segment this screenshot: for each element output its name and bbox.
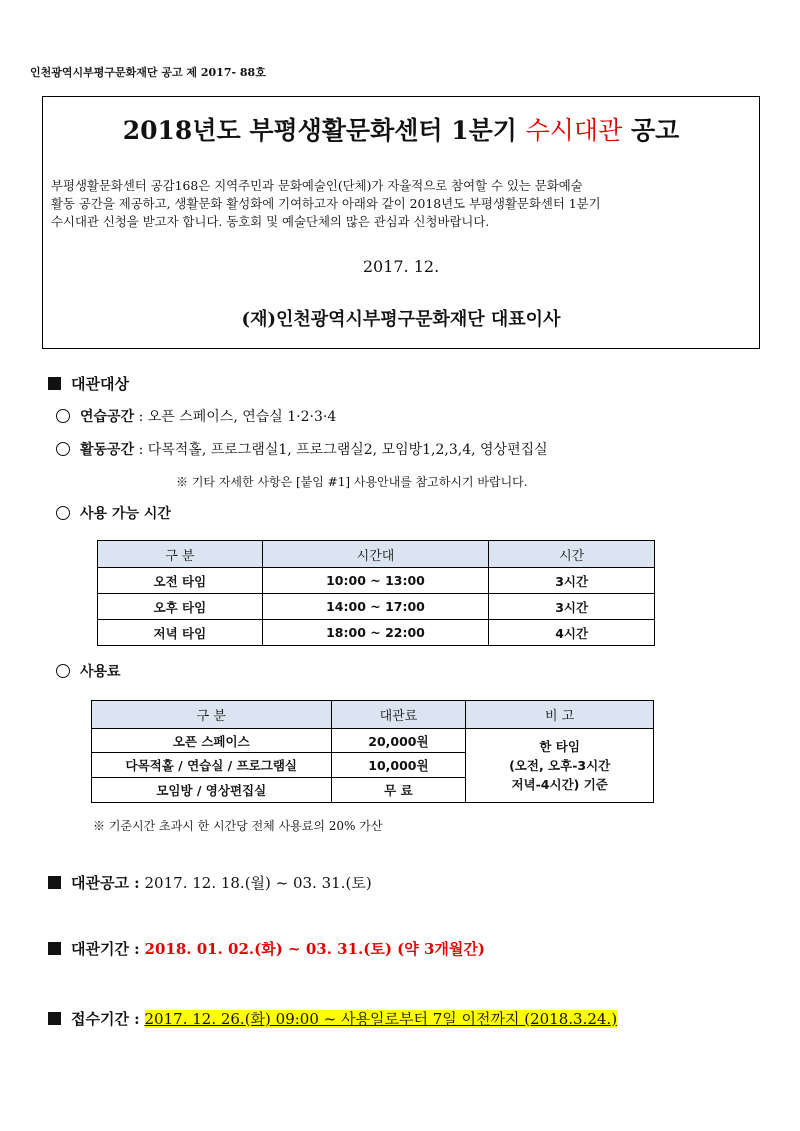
- announcement-value: 2017. 12. 18.(월) ~ 03. 31.(토): [144, 874, 372, 892]
- hours-heading: 사용 가능 시간: [80, 506, 171, 522]
- table-row: [92, 729, 654, 753]
- table-cell: 14:00 ~ 17:00: [262, 594, 489, 620]
- black-square-icon: [48, 377, 61, 390]
- table-cell: 모임방 / 영상편집실: [92, 778, 332, 803]
- table-header-cell: 비 고: [466, 701, 654, 729]
- remark-line: 한 타임: [539, 739, 580, 754]
- table-header-cell: 구 분: [92, 701, 332, 729]
- table-header-row: [92, 701, 654, 729]
- notice-number: 인천광역시부평구문화재단 공고 제 2017- 88호: [30, 66, 266, 79]
- title-main: 2018년도 부평생활문화센터 1분기: [122, 116, 526, 145]
- table-cell: 무 료: [331, 778, 466, 803]
- practice-space-value: : 오픈 스페이스, 연습실 1·2·3·4: [138, 409, 337, 425]
- activity-space-line: [56, 439, 548, 459]
- page-title: [43, 111, 759, 147]
- rental-period-label: 대관기간 :: [71, 940, 140, 958]
- fees-heading-line: [56, 661, 121, 681]
- table-cell: 다목적홀 / 연습실 / 프로그램실: [92, 753, 332, 778]
- announcement-label: 대관공고 :: [71, 874, 140, 892]
- table-cell: 오전 타임: [98, 568, 263, 594]
- table-row: [98, 594, 655, 620]
- announcement-date: 2017. 12.: [362, 257, 440, 276]
- table-cell: 3시간: [489, 594, 655, 620]
- remark-line: (오전, 오후-3시간: [509, 758, 611, 773]
- black-square-icon: [48, 876, 61, 889]
- fees-note: ※ 기준시간 초과시 한 시간당 전체 사용료의 20% 가산: [93, 819, 383, 833]
- table-header-cell: 시간: [489, 541, 655, 568]
- title-highlight: 수시대관: [525, 116, 623, 145]
- fees-table: [91, 700, 654, 803]
- table-header-cell: 대관료: [331, 701, 466, 729]
- circle-bullet-icon: [56, 442, 70, 456]
- table-cell: 10:00 ~ 13:00: [262, 568, 489, 594]
- intro-line: 수시대관 신청을 받고자 합니다. 동호회 및 예술단체의 많은 관심과 신청바랍니다.: [51, 214, 490, 229]
- organization-name: (재)인천광역시부평구문화재단 대표이사: [241, 309, 561, 330]
- table-row: [98, 620, 655, 646]
- remark-line: 저녁-4시간) 기준: [511, 777, 608, 792]
- application-period-value: 2017. 12. 26.(화) 09:00 ~ 사용일로부터 7일 이전까지 (2018.3.24.): [144, 1010, 618, 1028]
- application-period-line: [48, 1008, 617, 1029]
- table-cell: 20,000원: [331, 729, 466, 753]
- table-row: [98, 568, 655, 594]
- fees-heading: 사용료: [80, 664, 121, 680]
- circle-bullet-icon: [56, 664, 70, 678]
- practice-space-line: [56, 406, 336, 426]
- table-header-cell: 시간대: [262, 541, 489, 568]
- table-cell: 18:00 ~ 22:00: [262, 620, 489, 646]
- table-header-cell: 구 분: [98, 541, 263, 568]
- rental-target-note: ※ 기타 자세한 사항은 [붙임 #1] 사용안내를 참고하시기 바랍니다.: [176, 475, 528, 489]
- circle-bullet-icon: [56, 409, 70, 423]
- announcement-period-line: [48, 872, 372, 893]
- black-square-icon: [48, 942, 61, 955]
- table-cell: 4시간: [489, 620, 655, 646]
- intro-paragraph: [51, 177, 751, 231]
- rental-period-line: [48, 938, 485, 959]
- circle-bullet-icon: [56, 506, 70, 520]
- activity-space-label: 활동공간: [80, 442, 135, 458]
- activity-space-value: : 다목적홀, 프로그램실1, 프로그램실2, 모임방1,2,3,4, 영상편집실: [138, 442, 548, 458]
- intro-line: 활동 공간을 제공하고, 생활문화 활성화에 기여하고자 아래와 같이 2018년도 부평생활문화센터 1분기: [51, 196, 601, 211]
- announcement-box: [42, 96, 760, 349]
- title-suffix: 공고: [622, 116, 680, 145]
- practice-space-label: 연습공간: [80, 409, 135, 425]
- fees-remark-cell: [466, 729, 654, 803]
- table-cell: 오후 타임: [98, 594, 263, 620]
- table-cell: 3시간: [489, 568, 655, 594]
- hours-table: [97, 540, 655, 646]
- table-cell: 10,000원: [331, 753, 466, 778]
- intro-line: 부평생활문화센터 공감168은 지역주민과 문화예술인(단체)가 자율적으로 참여할 수 있는 문화예술: [51, 178, 583, 193]
- table-cell: 오픈 스페이스: [92, 729, 332, 753]
- rental-period-value: 2018. 01. 02.(화) ~ 03. 31.(토) (약 3개월간): [144, 940, 485, 958]
- application-period-label: 접수기간 :: [71, 1010, 140, 1028]
- black-square-icon: [48, 1012, 61, 1025]
- section-rental-target: [48, 373, 129, 394]
- table-header-row: [98, 541, 655, 568]
- section-heading: 대관대상: [71, 375, 129, 393]
- hours-heading-line: [56, 503, 171, 523]
- table-cell: 저녁 타임: [98, 620, 263, 646]
